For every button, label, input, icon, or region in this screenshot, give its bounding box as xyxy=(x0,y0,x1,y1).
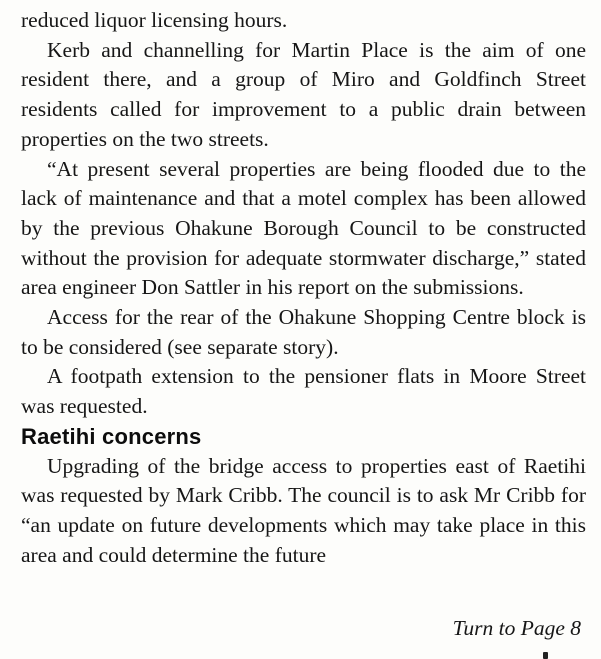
continuation-note: Turn to Page 8 xyxy=(452,616,581,640)
paragraph-bridge-access: Upgrading of the bridge access to properties east of Raetihi was requested by Mark Cribb. The council is to ask Mr Cribb for “an update on future developments which may take place in this area and could determine the future xyxy=(21,453,586,567)
paragraph-shopping-centre-access: Access for the rear of the Ohakune Shopping Centre block is to be considered (see separate story). xyxy=(21,305,586,359)
paragraph-kerb-channelling: Kerb and channelling for Martin Place is the aim of one resident there, and a group of Miro and Goldfinch Street residents called for improvement to a public drain between properties on the two streets. xyxy=(21,37,586,151)
article-body xyxy=(21,6,586,570)
paragraph-continued-line: reduced liquor licensing hours. xyxy=(21,8,288,32)
paragraph-footpath-extension: A footpath extension to the pensioner flats in Moore Street was requested. xyxy=(21,364,586,419)
paragraph-flooding-quote: “At present several properties are being flooded due to the lack of maintenance and that a motel complex has been allowed by the previous Ohakune Borough Council to be constructed without the provision for adequate stormwater discharge,” stated area engineer Don Sattler in his report on the submissions. xyxy=(21,156,586,300)
subheading-raetihi-concerns: Raetihi concerns xyxy=(21,423,202,449)
print-speck-mark xyxy=(543,652,548,659)
